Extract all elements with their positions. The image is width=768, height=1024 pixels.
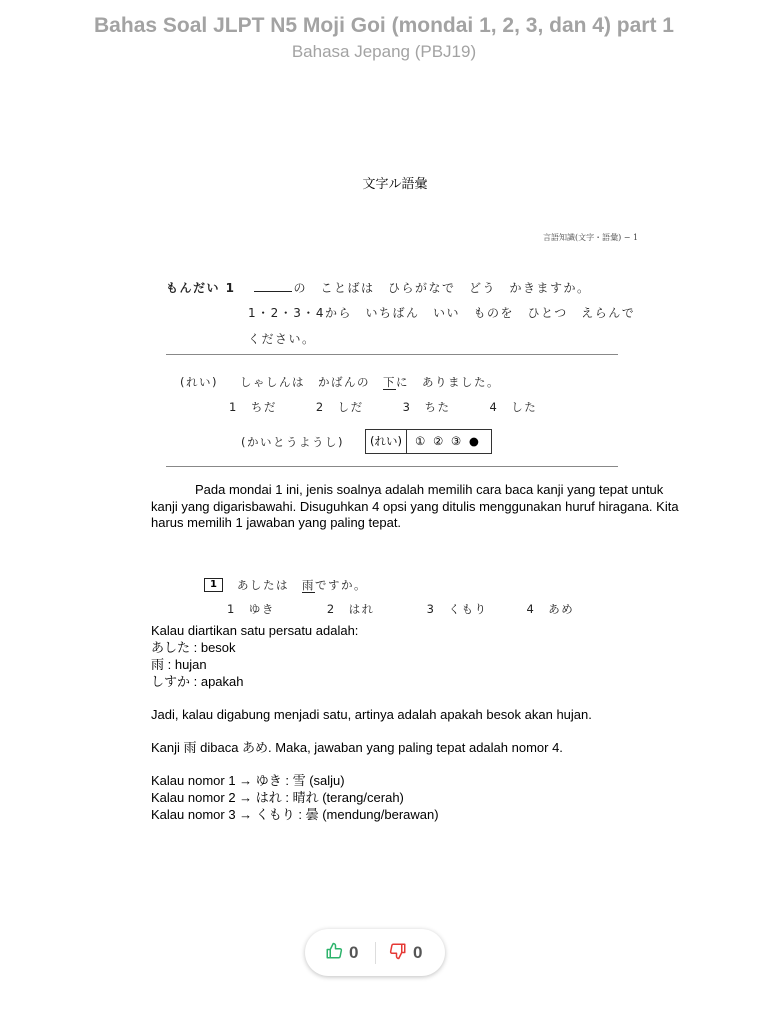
question-options: 1 ゆき 2 はれ 3 くもり 4 あめ bbox=[227, 602, 575, 616]
question-pre: あしたは bbox=[237, 578, 302, 592]
doc-header bbox=[0, 12, 768, 64]
question-number: 1 bbox=[204, 578, 223, 592]
underline-blank bbox=[254, 281, 292, 292]
answer-box-options: ① ② ③ ● bbox=[415, 434, 481, 448]
instruction-line-3: ください。 bbox=[248, 332, 316, 346]
thumbs-down-icon bbox=[389, 942, 407, 965]
divider bbox=[166, 354, 618, 355]
explanation-line: 雨 : hujan bbox=[151, 657, 207, 672]
section-title: 文字ル語彙 bbox=[362, 177, 428, 192]
downvote-button[interactable] bbox=[389, 941, 422, 965]
document-subtitle: Bahasa Jepang (PBJ19) bbox=[291, 42, 477, 61]
example-underlined-kanji: 下 bbox=[382, 375, 396, 389]
example-sentence bbox=[180, 374, 500, 390]
intro-paragraph: Pada mondai 1 ini, jenis soalnya adalah memilih cara baca kanji yang tepat untuk kanji yang digarisbawahi. Disuguhkan 4 opsi yang ditulis menggunakan huruf hiragana. Kita harus memilih 1 jawaban yang paling tepat. bbox=[151, 482, 679, 530]
instruction-line-1: の ことばは ひらがなで どう かきますか。 bbox=[293, 281, 591, 295]
example-pre: しゃしんは かばんの bbox=[239, 375, 383, 389]
answer-box bbox=[365, 429, 492, 454]
explanation-line: Kalau nomor 1 → ゆき : 雪 (salju) bbox=[151, 773, 345, 788]
explanation-line: Kalau nomor 3 → くもり : 曇 (mendung/berawan) bbox=[151, 807, 439, 822]
explanation-line: Jadi, kalau digabung menjadi satu, artinya adalah apakah besok akan hujan. bbox=[151, 707, 592, 722]
document-title: Bahas Soal JLPT N5 Moji Goi (mondai 1, 2, 3, dan 4) part 1 bbox=[94, 14, 674, 37]
explanation-line: Kanji 雨 dibaca あめ. Maka, jawaban yang paling tepat adalah nomor 4. bbox=[151, 740, 563, 755]
answer-sheet-label: (かいとうようし) bbox=[241, 435, 344, 449]
mondai-heading bbox=[166, 279, 591, 296]
question-sentence bbox=[237, 577, 367, 593]
question-underlined-kanji: 雨 bbox=[302, 578, 315, 592]
instruction-line-2: 1・2・3・4から いちばん いい ものを ひとつ えらんで bbox=[248, 306, 636, 320]
explanation-line: Kalau nomor 2 → はれ : 晴れ (terang/cerah) bbox=[151, 790, 404, 805]
example-options: 1 ちだ 2 しだ 3 ちた 4 した bbox=[229, 400, 538, 414]
answer-box-label: (れい) bbox=[366, 430, 407, 453]
divider bbox=[375, 942, 376, 964]
thumbs-up-icon bbox=[325, 942, 343, 965]
page-code: 言語知識(文字・語彙) − 1 bbox=[543, 233, 639, 242]
downvote-count: 0 bbox=[413, 943, 423, 962]
mondai-label: もんだい 1 bbox=[166, 281, 236, 295]
example-label: (れい) bbox=[180, 375, 218, 389]
explanation-line: しすか : apakah bbox=[151, 674, 244, 689]
explanation-line: Kalau diartikan satu persatu adalah: bbox=[151, 623, 359, 638]
question-post: ですか。 bbox=[315, 578, 367, 592]
explanation-line: あした : besok bbox=[151, 640, 236, 655]
upvote-button[interactable] bbox=[325, 941, 358, 965]
divider bbox=[166, 466, 618, 467]
example-post: に ありました。 bbox=[395, 375, 500, 389]
vote-widget bbox=[305, 929, 445, 976]
upvote-count: 0 bbox=[349, 943, 359, 962]
